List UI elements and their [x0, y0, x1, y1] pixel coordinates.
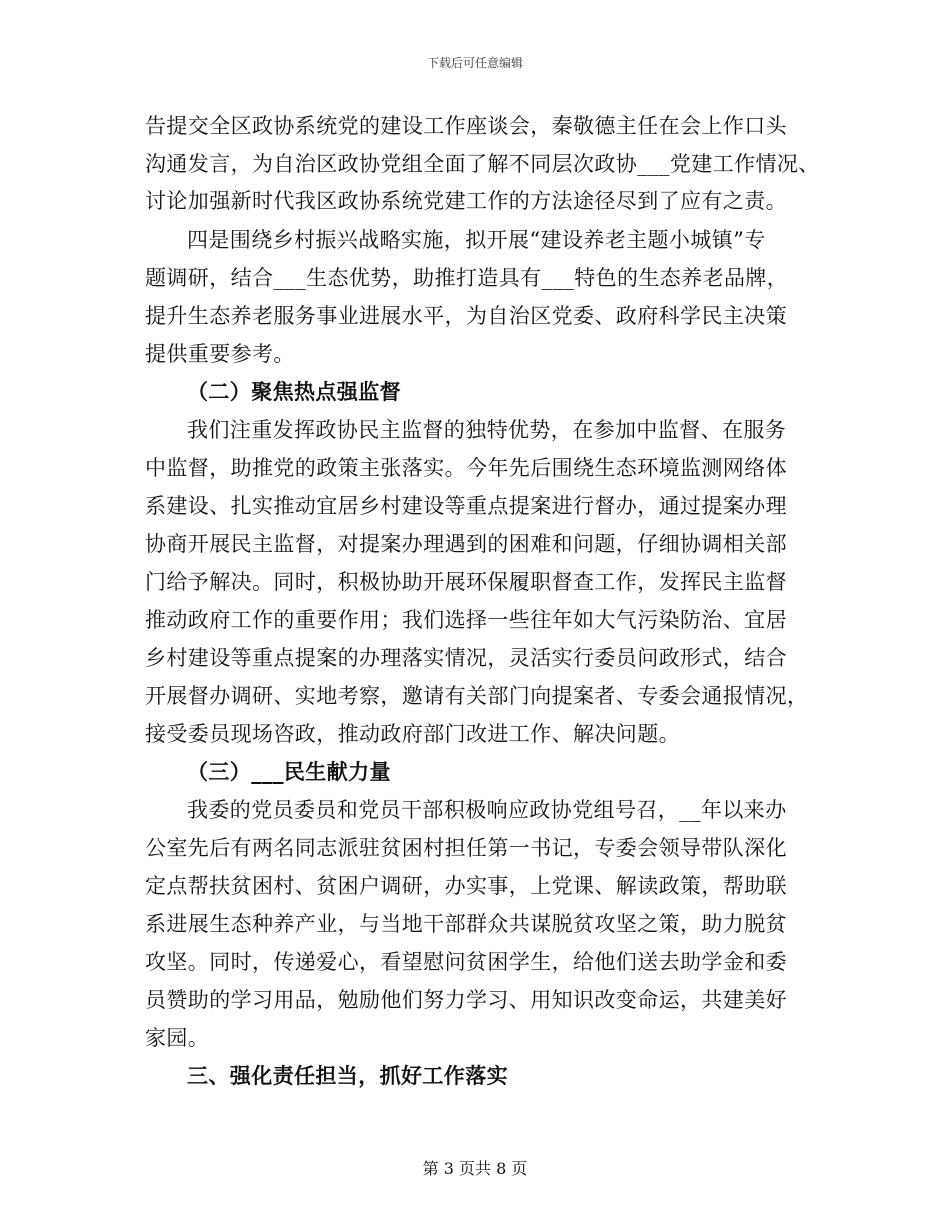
section-heading: （二）聚焦热点强监督 — [187, 379, 401, 404]
paragraph-line: 提升生态养老服务事业进展水平，为自治区党委、政府科学民主决策 — [145, 304, 787, 328]
paragraph-line: 我们注重发挥政协民主监督的独特优势，在参加中监督、在服务 — [187, 418, 787, 442]
paragraph-line: 告提交全区政协系统党的建设工作座谈会，秦敬德主任在会上作口头 — [145, 114, 787, 138]
paragraph-line: 门给予解决。同时，积极协助开展环保履职督查工作，发挥民主监督 — [145, 570, 787, 594]
paragraph-line: 员赞助的学习用品，勉励他们努力学习、用知识改变命运，共建美好 — [145, 988, 787, 1012]
paragraph-line: 开展督办调研、实地考察，邀请有关部门向提案者、专委会通报情况， — [145, 684, 809, 708]
section-heading: 三、强化责任担当，抓好工作落实 — [187, 1063, 508, 1088]
paragraph-line: 乡村建设等重点提案的办理落实情况，灵活实行委员问政形式，结合 — [145, 646, 787, 670]
paragraph-line: 接受委员现场咨政，推动政府部门改进工作、解决问题。 — [145, 722, 680, 746]
page-header: 下载后可任意编辑 — [426, 56, 523, 70]
paragraph-line: 四是围绕乡村振兴战略实施，拟开展“建设养老主题小城镇”专 — [187, 228, 766, 252]
paragraph-line: 沟通发言，为自治区政协党组全面了解不同层次政协___党建工作情况、 — [145, 152, 820, 176]
page-footer: 第 3 页共 8 页 — [422, 1159, 528, 1178]
paragraph-line: 讨论加强新时代我区政协系统党建工作的方法途径尽到了应有之责。 — [145, 189, 787, 213]
paragraph-line: 提供重要参考。 — [145, 342, 295, 366]
paragraph-line: 攻坚。同时，传递爱心，看望慰问贫困学生，给他们送去助学金和委 — [145, 950, 787, 974]
paragraph-line: 系建设、扎实推动宜居乡村建设等重点提案进行督办，通过提案办理 — [145, 494, 787, 518]
paragraph-line: 协商开展民主监督，对提案办理遇到的困难和问题，仔细协调相关部 — [145, 532, 787, 556]
paragraph-line: 我委的党员委员和党员干部积极响应政协党组号召，__年以来办 — [187, 798, 787, 822]
section-heading: （三）___民生献力量 — [187, 759, 391, 784]
paragraph-line: 公室先后有两名同志派驻贫困村担任第一书记，专委会领导带队深化 — [145, 836, 787, 860]
paragraph-line: 家园。 — [145, 1026, 210, 1050]
paragraph-line: 定点帮扶贫困村、贫困户调研，办实事，上党课、解读政策，帮助联 — [145, 874, 787, 898]
paragraph-line: 推动政府工作的重要作用；我们选择一些往年如大气污染防治、宜居 — [145, 608, 787, 632]
paragraph-line: 中监督，助推党的政策主张落实。今年先后围绕生态环境监测网络体 — [145, 456, 787, 480]
paragraph-line: 系进展生态种养产业，与当地干部群众共谋脱贫攻坚之策，助力脱贫 — [145, 912, 787, 936]
paragraph-line: 题调研，结合___生态优势，助推打造具有___特色的生态养老品牌， — [145, 266, 789, 290]
